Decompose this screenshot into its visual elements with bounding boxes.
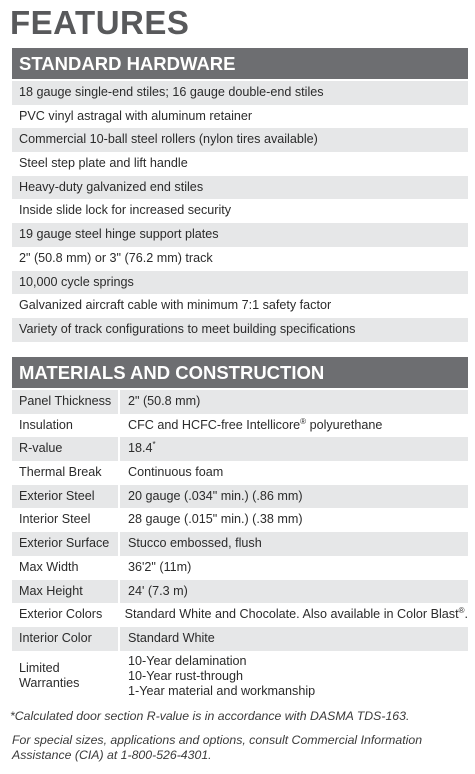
table-row [12,485,468,509]
spec-value: 2" (50.8 mm) [128,394,201,408]
table-row [12,437,468,461]
spec-label: Insulation [12,414,120,438]
spec-value: 10-Year delamination 10-Year rust-through 1-Year material and workmanship [128,653,316,698]
spec-value: Stucco embossed, flush [128,536,262,551]
spec-value: Standard White [128,630,215,645]
list-item: Inside slide lock for increased security [19,203,232,218]
spec-label: Limited Warranties [12,651,120,702]
spec-value: 20 gauge (.034" min.) (.86 mm) [128,488,303,503]
spec-label: R-value [12,437,120,461]
standard-hardware-list [12,81,468,342]
list-item: Steel step plate and lift handle [19,156,188,171]
table-row [12,580,468,604]
table-row [12,627,468,651]
spec-value: CFC and HCFC-free Intellicore® polyurethane [128,416,383,432]
spec-value: 24' (7.3 m) [128,583,188,598]
spec-label: Panel Thickness [12,390,120,414]
spec-label: Interior Color [12,627,120,651]
list-item: PVC vinyl astragal with aluminum retainer [19,108,253,123]
spec-label: Interior Steel [12,508,120,532]
table-row [12,556,468,580]
spec-value: 28 gauge (.015" min.) (.38 mm) [128,512,303,527]
table-row [12,603,468,627]
table-row [12,390,468,414]
list-item: 18 gauge single-end stiles; 16 gauge double-end stiles [12,81,468,105]
list-item: 2" (50.8 mm) or 3" (76.2 mm) track [19,250,213,265]
rvalue-footnote: *Calculated door section R-value is in accordance with DASMA TDS-163. [10,709,410,723]
list-item: Galvanized aircraft cable with minimum 7:1 safety factor [19,298,332,313]
table-row [12,532,468,556]
spec-value: Continuous foam [128,465,224,480]
spec-label: Thermal Break [12,461,120,485]
page-title: FEATURES [10,4,190,41]
spec-label: Exterior Steel [12,485,120,509]
list-item: Heavy-duty galvanized end stiles [12,176,468,200]
spec-label: Exterior Surface [12,532,120,556]
spec-value: 36'2" (11m) [128,559,192,574]
contact-footnote: For special sizes, applications and options, consult Commercial Information Assistance (CIA) at 1-800-526-4301. [12,733,423,762]
table-row [12,508,468,532]
materials-spec-table [12,390,468,702]
table-row [12,414,468,438]
table-row [12,461,468,485]
list-item: 19 gauge steel hinge support plates [12,223,468,247]
list-item: Commercial 10-ball steel rollers (nylon tires available) [12,128,468,152]
spec-value: Standard White and Chocolate. Also available in Color Blast®. [124,606,468,622]
spec-label: Max Height [12,580,120,604]
list-item: 10,000 cycle springs [12,271,468,295]
standard-hardware-heading: STANDARD HARDWARE [12,48,468,79]
list-item: Variety of track configurations to meet building specifications [12,318,468,342]
materials-construction-heading: MATERIALS AND CONSTRUCTION [12,357,468,388]
spec-label: Exterior Colors [12,603,117,627]
table-row [12,651,468,702]
spec-label: Max Width [12,556,120,580]
spec-value: 18.4* [128,440,156,456]
